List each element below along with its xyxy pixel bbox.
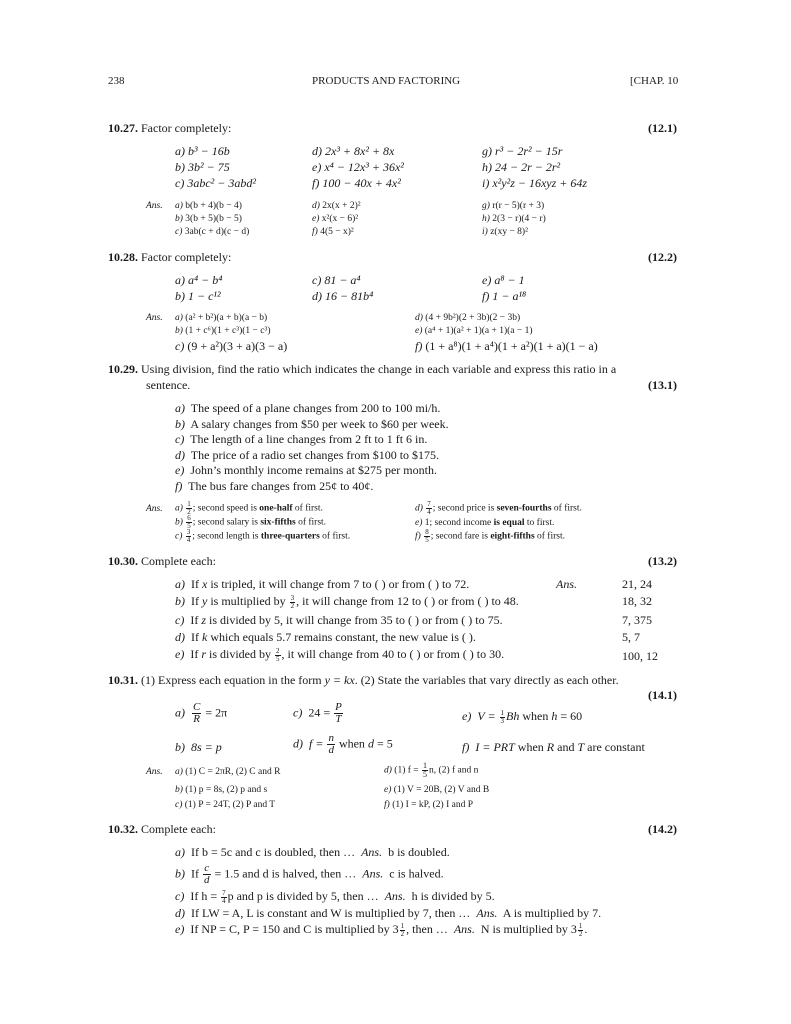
answer-item: f) $\frac{8}{5}$ ; second fare is eight-fifths of first. [415,528,565,544]
exercise-item: c) If z is divided by 5, it will change from 35 to ( ) or from ( ) to 75. [175,613,503,627]
answer-item: g) r(r − 5)(r + 3) [482,201,545,211]
exercise-item: d) If k which equals 5.7 remains constant, the new value is ( ). [175,630,476,644]
answer-item: f) (1 + a⁸)(1 + a⁴)(1 + a²)(1 + a)(1 − a) [415,339,598,353]
exercise-item: a) If b = 5c and c is doubled, then … Ans. b is doubled. [175,845,450,859]
exercise-item: b) 3b² − 75 [175,160,230,174]
answer-item: e) (1) V = 20B, (2) V and B [384,785,490,795]
exercise-item: c) 81 − a⁴ [312,273,361,287]
problem-10-27-heading [108,121,231,136]
answer-item: d) (1) f = $\frac{1}{5}$ n, (2) f and n [384,761,479,779]
answer-item: 21, 24 [622,577,652,591]
problem-instruction: Factor completely: [141,250,232,264]
problem-number: 10.28. [108,250,138,264]
problem-number: 10.27. [108,121,138,135]
answer-item: 5, 7 [622,630,640,644]
answer-item: d) $\frac{7}{4}$ ; second price is seven-fourths of first. [415,500,582,516]
exercise-item: i) x²y²z − 16xyz + 64z [482,176,588,190]
exercise-item: e) If r is divided by $\frac{2}{5}$ , it will change from 40 to ( ) or from ( ) to 30. [175,646,505,663]
section-ref: (13.2) [648,554,677,568]
answer-item: 100, 12 [622,649,658,663]
exercise-item: d) If LW = A, L is constant and W is multiplied by 7, then … Ans. A is multiplied by 7. [175,906,602,920]
problem-instruction-cont: sentence. [146,378,191,392]
answer-item: a) b(b + 4)(b − 4) [175,201,242,211]
answer-item: e) x²(x − 6)² [312,214,359,224]
answer-item: b) 3(b + 5)(b − 5) [175,214,242,224]
exercise-item: e) If NP = C, P = 150 and C is multiplied by 3 $\frac{1}{2}$ , then … Ans. N is multiplied by 3 $\frac{1}{2}$ . [175,921,588,938]
answer-item: c) (9 + a²)(3 + a)(3 − a) [175,339,288,353]
exercise-item: b) 1 − c¹² [175,289,221,303]
exercise-item: e) x⁴ − 12x³ + 36x² [312,160,404,174]
section-ref: (12.1) [648,121,677,135]
answer-item: b) (1 + c⁶)(1 + c³)(1 − c³) [175,326,271,336]
answer-item: c) $\frac{3}{4}$ ; second length is three-quarters of first. [175,528,351,544]
answer-item: a) (a² + b²)(a + b)(a − b) [175,313,268,323]
exercise-item: a) a⁴ − b⁴ [175,273,223,287]
expression: 2x³ + 8x² + 8x [325,144,395,158]
equation-item: a) $\frac{C}{R}$ = 2π [175,701,228,725]
exercise-item: f) The bus fare changes from 25¢ to 40¢. [175,479,374,493]
page-number: 238 [108,75,125,87]
answer-item: f) (1) I = kP, (2) I and P [384,800,474,810]
exercise-item: e) a⁸ − 1 [482,273,525,287]
answer-item: h) 2(3 − r)(4 − r) [482,214,546,224]
expression: 100 − 40x + 4x² [322,176,401,190]
answers-label: Ans. [146,767,163,777]
exercise-item: c) If h = $\frac{7}{4}$ p and p is divided by 5, then … Ans. h is divided by 5. [175,888,495,905]
exercise-item: e) John’s monthly income remains at $275 per month. [175,463,437,477]
answer-item: c) 3ab(c + d)(c − d) [175,227,250,237]
answer-item: f) 4(5 − x)² [312,227,354,237]
exercise-item: a) If x is tripled, it will change from 7 to ( ) or from ( ) to 72. [175,577,470,591]
exercise-item: d) 16 − 81b⁴ [312,289,374,303]
expression: r³ − 2r² − 15r [495,144,563,158]
equation-item: b) 8s = p [175,740,222,754]
answer-item: a) (1) C = 2πR, (2) C and R [175,767,281,777]
problem-10-28-heading [108,250,231,265]
exercise-item: b) If y is multiplied by $\frac{3}{2}$ , it will change from 12 to ( ) or from ( ) to 48. [175,593,519,610]
exercise-item: b) A salary changes from $50 per week to $60 per week. [175,417,449,431]
answer-item: b) (1) p = 8s, (2) p and s [175,785,268,795]
problem-10-29-heading [108,362,616,377]
exercise-item: c) 3abc² − 3abd² [175,176,256,190]
answer-item: c) (1) P = 24T, (2) P and T [175,800,276,810]
exercise-item: c) The length of a line changes from 2 ft to 1 ft 6 in. [175,432,428,446]
exercise-item: g) r³ − 2r² − 15r [482,144,563,158]
answer-item: e) (a⁴ + 1)(a² + 1)(a + 1)(a − 1) [415,326,533,336]
problem-10-31-heading: 10.31. (1) Express each equation in the form y = kx. (2) State the variables that vary directly as each other. [108,673,619,687]
section-ref: (13.1) [648,378,677,392]
problem-number: 10.31. [108,673,138,687]
problem-number: 10.32. [108,822,138,836]
exercise-item: a) b³ − 16b [175,144,230,158]
problem-instruction: Complete each: [141,554,216,568]
problem-10-30-heading [108,554,216,569]
expression: 3b² − 75 [188,160,230,174]
expression: b³ − 16b [188,144,230,158]
equation-item: d) f = $\frac{n}{d}$ when d = 5 [293,732,393,756]
exercise-item: b) If $\frac{c}{d}$ = 1.5 and d is halved, then … Ans. c is halved. [175,862,444,886]
answer-item: 7, 375 [622,613,652,627]
answers-label: Ans. [556,577,577,591]
expression: 3abc² − 3abd² [187,176,256,190]
exercise-item: f) 1 − a¹⁸ [482,289,527,303]
exercise-item: f) 100 − 40x + 4x² [312,176,401,190]
answers-label: Ans. [146,201,163,211]
exercise-item: d) 2x³ + 8x² + 8x [312,144,395,158]
exercise-item: d) The price of a radio set changes from $100 to $175. [175,448,440,462]
problem-instruction: Factor completely: [141,121,232,135]
answer-item: 18, 32 [622,594,652,608]
problem-instruction: Complete each: [141,822,216,836]
equation-item: e) V = $\frac{1}{3}$ Bh when h = 60 [462,708,583,725]
chapter-label: [CHAP. 10 [630,75,679,87]
answer-item: a) $\frac{1}{2}$ ; second speed is one-half of first. [175,500,323,516]
running-title: PRODUCTS AND FACTORING [312,75,461,87]
problem-number: 10.30. [108,554,138,568]
section-ref: (14.1) [648,688,677,702]
equation-item: c) 24 = $\frac{P}{T}$ [293,701,342,725]
section-ref: (14.2) [648,822,677,836]
problem-instruction: Using division, find the ratio which indicates the change in each variable and express this ratio in a [141,362,617,376]
answer-item: i) z(xy − 8)² [482,227,528,237]
problem-10-32-heading [108,822,216,837]
answers-label: Ans. [146,313,163,323]
section-ref: (12.2) [648,250,677,264]
answers-label: Ans. [146,504,163,514]
exercise-item: h) 24 − 2r − 2r² [482,160,561,174]
expression: 24 − 2r − 2r² [495,160,561,174]
answer-item: d) (4 + 9b²)(2 + 3b)(2 − 3b) [415,313,521,323]
exercise-item: a) The speed of a plane changes from 200 to 100 mi/h. [175,401,441,415]
equation-item: f) I = PRT when R and T are constant [462,740,645,754]
answer-item: d) 2x(x + 2)² [312,201,361,211]
expression: x⁴ − 12x³ + 36x² [324,160,404,174]
answer-item: b) $\frac{6}{5}$ ; second salary is six-fifths of first. [175,514,327,530]
problem-number: 10.29. [108,362,138,376]
answer-item: e) 1; second income is equal to first. [415,518,555,528]
expression: x²y²z − 16xyz + 64z [492,176,588,190]
